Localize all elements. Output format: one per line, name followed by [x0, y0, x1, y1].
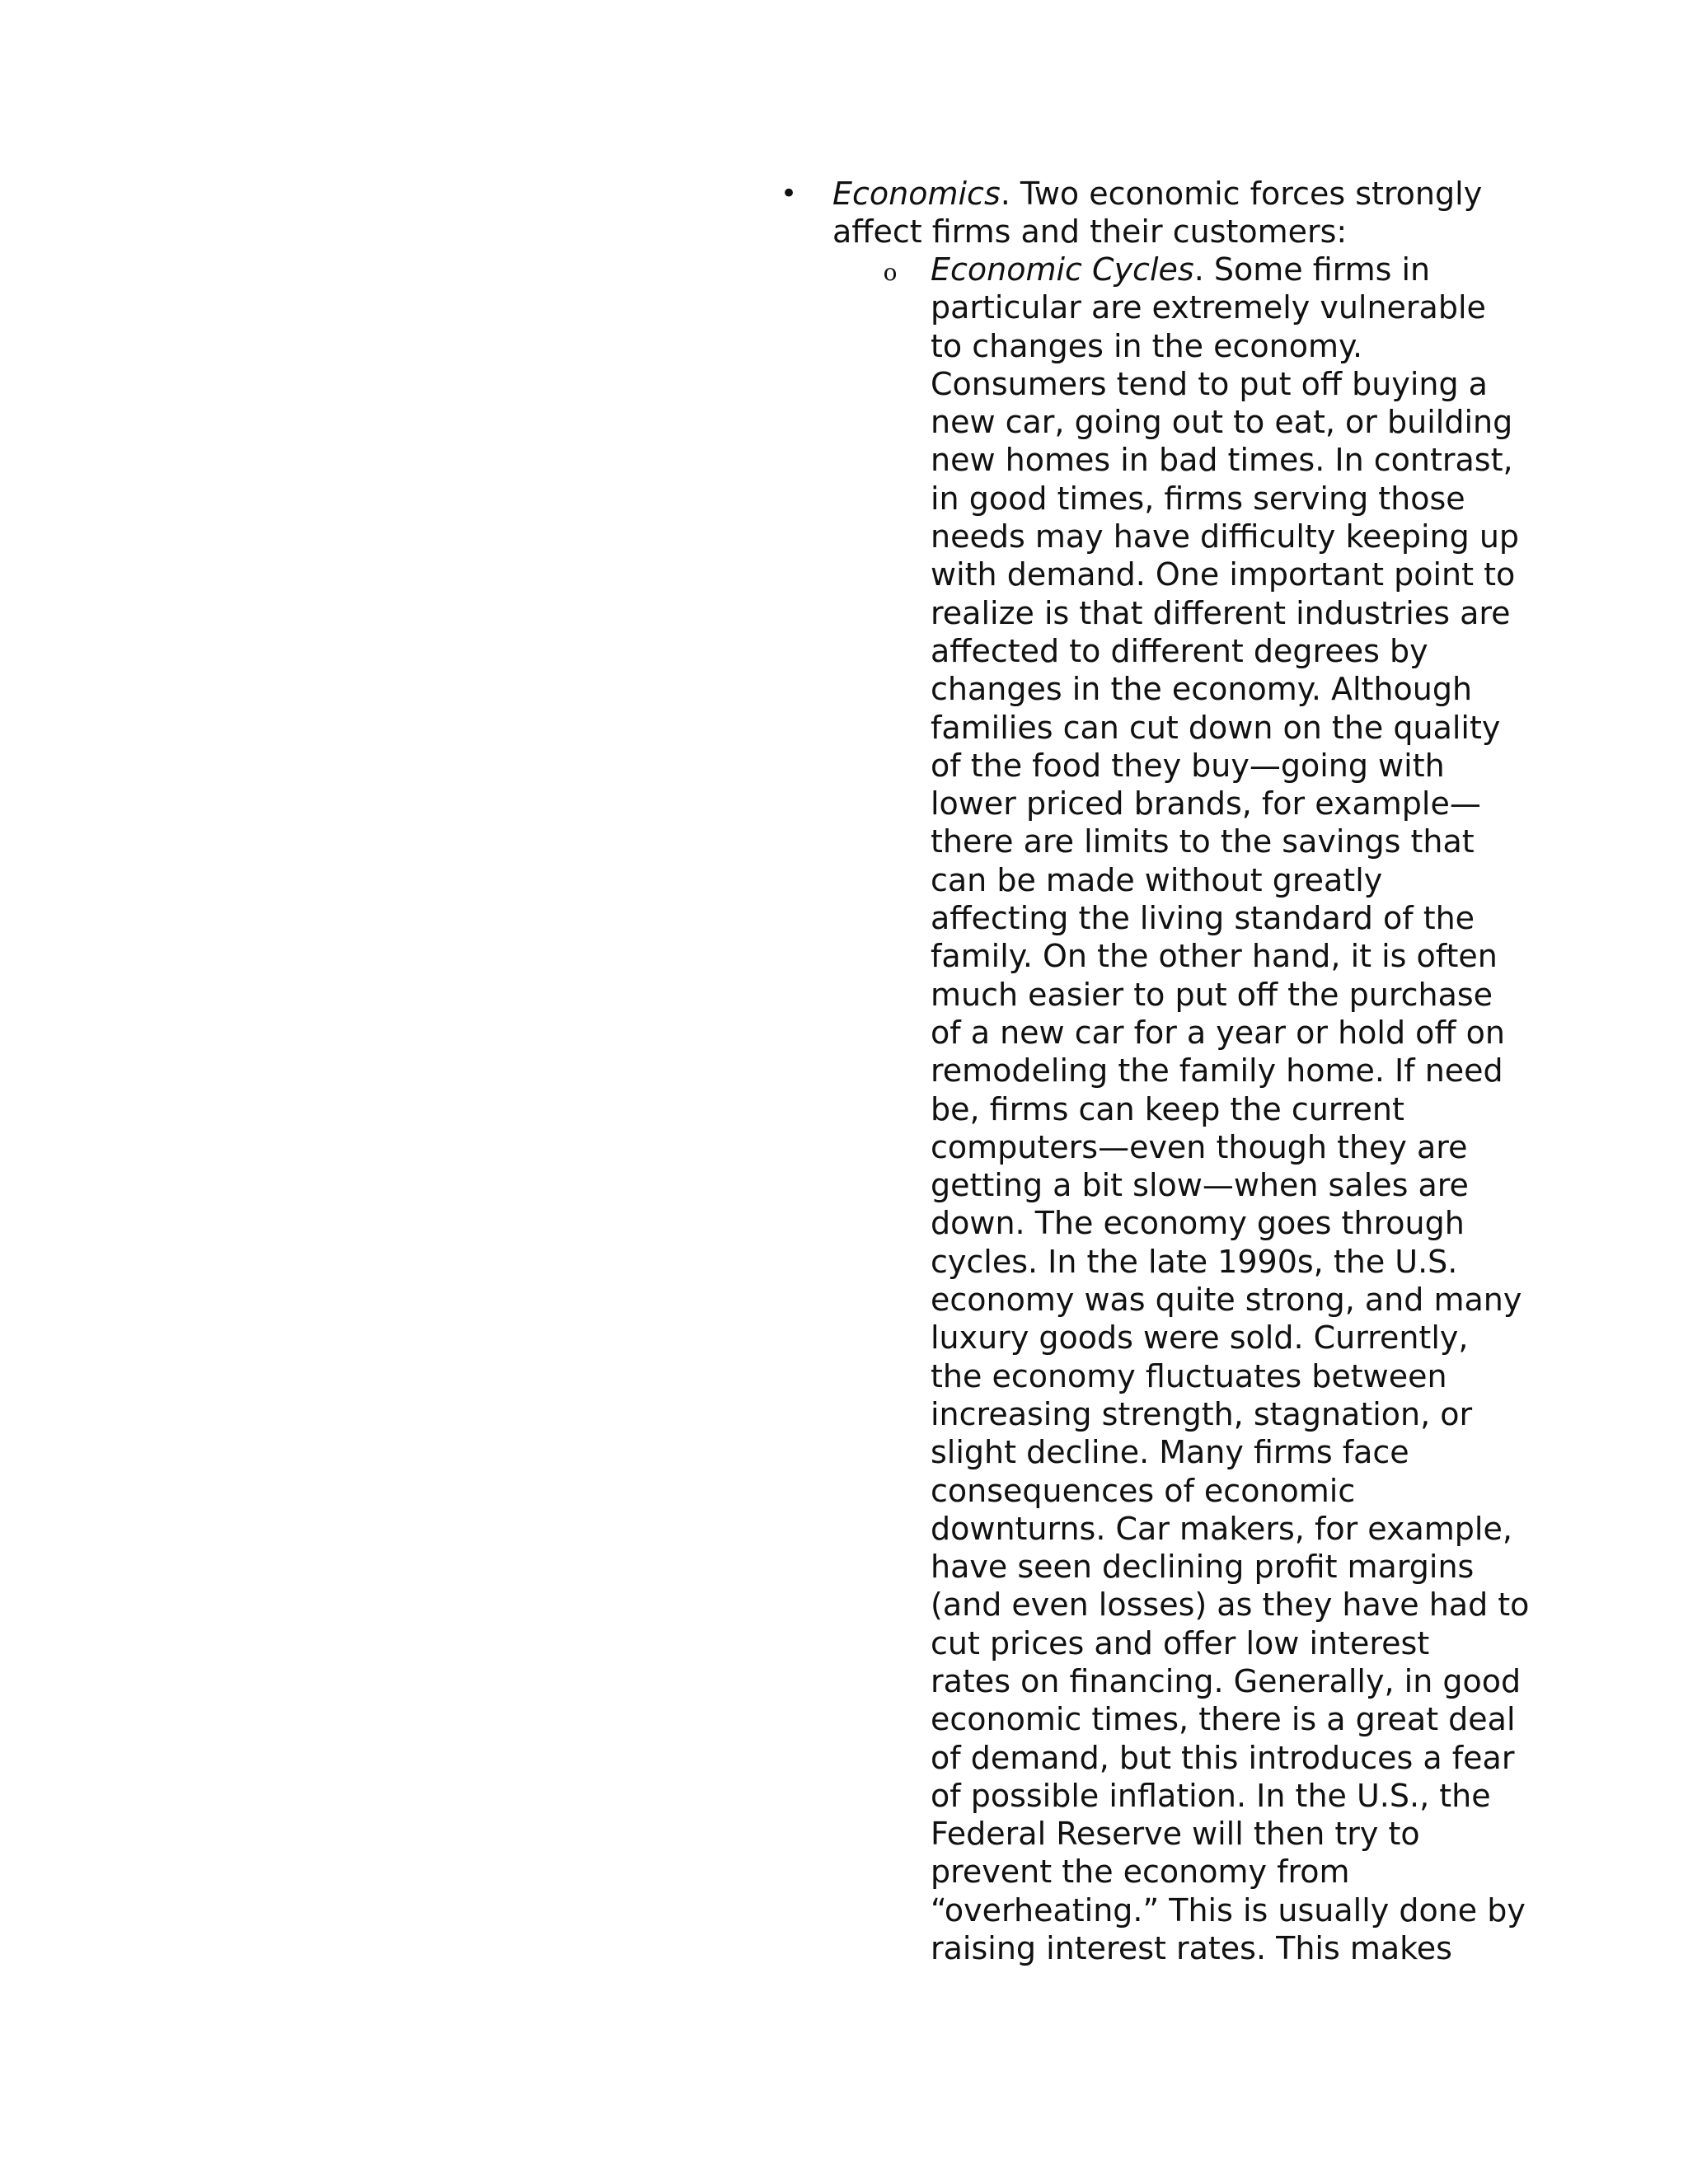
- subitem-body-line: to changes in the economy.: [931, 327, 1363, 364]
- subitem-body-line: luxury goods were sold. Currently,: [931, 1319, 1469, 1357]
- subitem-body-line: new homes in bad times. In contrast,: [931, 442, 1513, 479]
- subitem-body-line: of demand, but this introduces a fear: [931, 1739, 1515, 1776]
- subitem-body-line: downturns. Car makers, for example,: [931, 1510, 1512, 1547]
- subitem-body-line: remodeling the family home. If need: [931, 1052, 1503, 1090]
- subitem-body-line: needs may have difficulty keeping up: [931, 518, 1520, 555]
- subitem-body-line: changes in the economy. Although: [931, 671, 1473, 708]
- subitem-body-line: cut prices and offer low interest: [931, 1624, 1430, 1661]
- subitem-body-line: family. On the other hand, it is often: [931, 938, 1498, 975]
- list-item-economics: [832, 175, 1508, 251]
- subitem-body-line: in good times, firms serving those: [931, 480, 1465, 517]
- subitem-body-line: affected to different degrees by: [931, 632, 1428, 669]
- subitem-body-line: families can cut down on the quality: [931, 709, 1501, 746]
- item-first-line: [832, 175, 1508, 213]
- subitem-body-line: have seen declining profit margins: [931, 1549, 1475, 1586]
- subitem-body-line: raising interest rates. This makes: [931, 1930, 1452, 1967]
- bullet-marker: •: [780, 177, 798, 210]
- subitem-body-line: much easier to put off the purchase: [931, 976, 1493, 1013]
- item-term: Economics: [832, 176, 1001, 212]
- subitem-body-line: “overheating.” This is usually done by: [931, 1891, 1526, 1929]
- subitem-body-line: of the food they buy—going with: [931, 747, 1445, 784]
- subitem-body-line: lower priced brands, for example—: [931, 785, 1481, 823]
- subitem-body-line: Federal Reserve will then try to: [931, 1816, 1420, 1853]
- item-intro-line-1: . Two economic forces strongly: [1000, 176, 1483, 212]
- subitem-body-line: there are limits to the savings that: [931, 823, 1475, 860]
- subitem-body-line: of a new car for a year or hold off on: [931, 1014, 1506, 1051]
- subitem-body-line: economy was quite strong, and many: [931, 1282, 1522, 1319]
- item-intro-line-2: affect firms and their customers:: [832, 213, 1348, 251]
- subitem-body-line: the economy fluctuates between: [931, 1357, 1447, 1394]
- sub-bullet-marker: o: [883, 259, 898, 286]
- subitem-body-line: be, firms can keep the current: [931, 1090, 1404, 1127]
- subitem-body-line: slight decline. Many firms face: [931, 1434, 1409, 1471]
- subitem-body-line: new car, going out to eat, or building: [931, 404, 1513, 441]
- subitem-body-line: prevent the economy from: [931, 1854, 1350, 1891]
- subitem-body-line: with demand. One important point to: [931, 556, 1516, 593]
- subitem-body-line: computers—even though they are: [931, 1128, 1468, 1165]
- subitem-body-line: economic times, there is a great deal: [931, 1701, 1516, 1738]
- subitem-body-line: cycles. In the late 1990s, the U.S.: [931, 1243, 1458, 1280]
- subitem-body-line: can be made without greatly: [931, 861, 1383, 898]
- subitem-body-line: Consumers tend to put off buying a: [931, 365, 1488, 402]
- subitem-body-line: of possible inflation. In the U.S., the: [931, 1777, 1491, 1814]
- subitem-body-line: affecting the living standard of the: [931, 900, 1475, 937]
- subitem-body-line: consequences of economic: [931, 1472, 1356, 1509]
- subitem-body-line: realize is that different industries are: [931, 594, 1511, 631]
- subitem-body-line: increasing strength, stagnation, or: [931, 1395, 1473, 1432]
- subitem-body-line: down. The economy goes through: [931, 1205, 1465, 1242]
- list-item-economic-cycles: [931, 251, 1530, 1967]
- subitem-term: Economic Cycles: [931, 251, 1194, 288]
- subitem-first-line: [931, 251, 1507, 288]
- subitem-body-line: particular are extremely vulnerable: [931, 289, 1486, 326]
- subitem-first-line-rest: . Some firms in: [1193, 251, 1431, 288]
- subitem-body-line: (and even losses) as they have had to: [931, 1586, 1530, 1624]
- subitem-body-line: rates on financing. Generally, in good: [931, 1662, 1522, 1699]
- subitem-body-line: getting a bit slow—when sales are: [931, 1167, 1469, 1204]
